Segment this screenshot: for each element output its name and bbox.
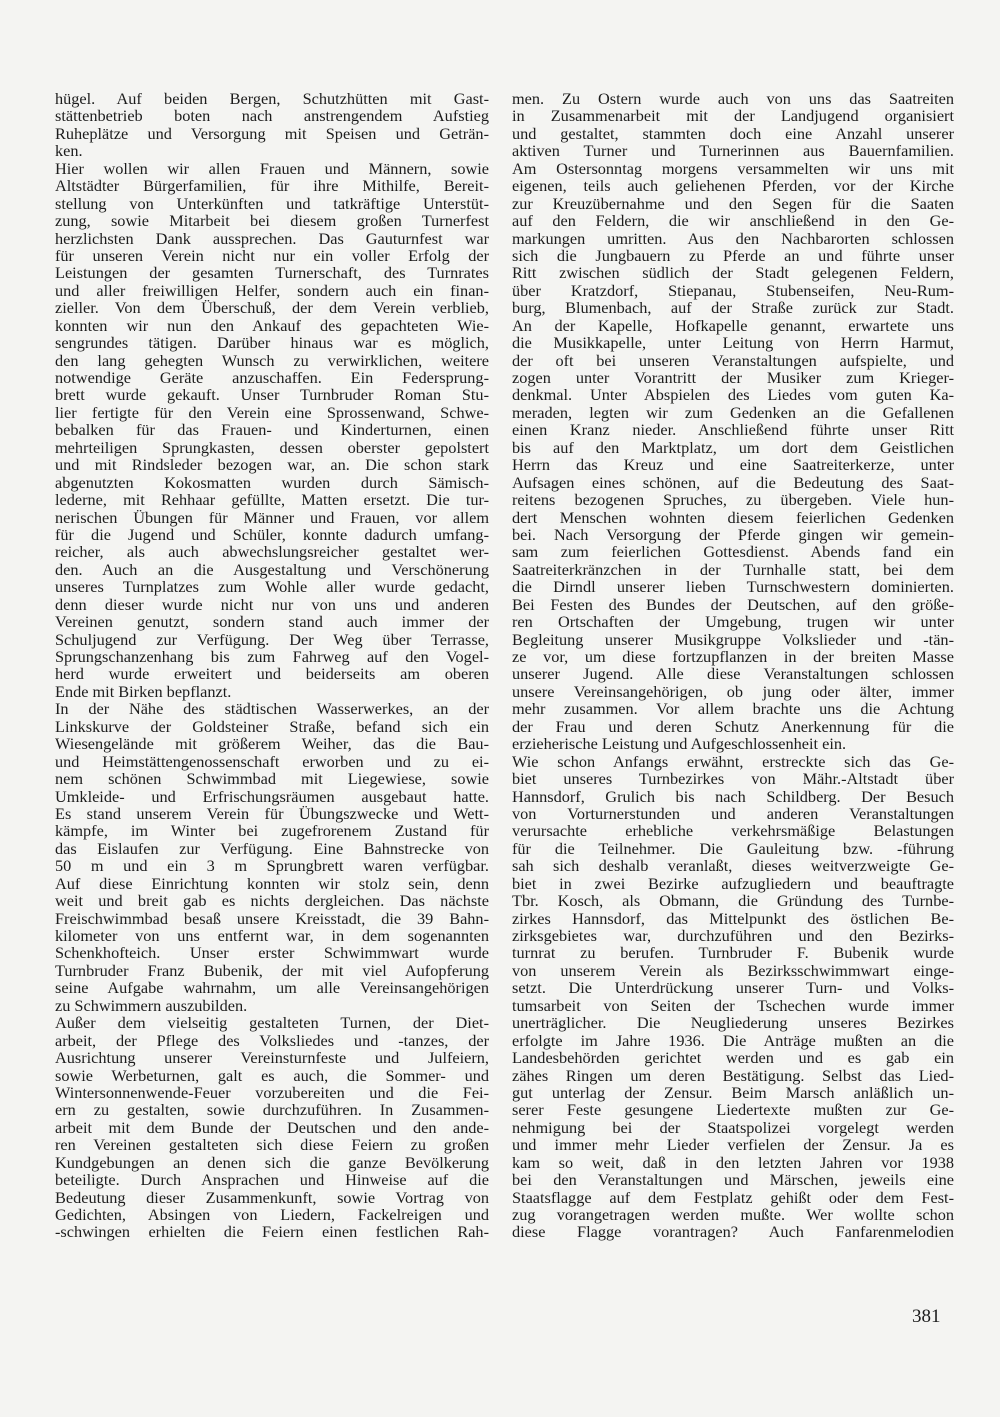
text-line: reicher, als auch abwechslungsreicher gestaltet wer- [55, 542, 489, 562]
text-line: Saatreiterkränzchen in der Turnhalle statt, bei dem [512, 559, 954, 579]
text-line: zähes Ringen um deren Bestätigung. Selbst das Lied- [512, 1065, 954, 1085]
text-line: Bedeutung dieser Zusammenkunft, sowie Vortrag von [55, 1187, 489, 1207]
text-line: stellung von Unterkünften und tatkräftige Unterstüt- [55, 193, 489, 213]
text-line: arbeit mit dem Bunde der Deutschen und den ande- [55, 1117, 489, 1137]
text-line: der Frau und deren Schutz Anerkennung für die [512, 716, 954, 736]
text-line: zieller. Von dem Überschuß, der dem Verein verblieb, [55, 298, 489, 318]
text-line: denkmal. Unter Abspielen des Liedes vom guten Ka- [512, 385, 954, 405]
text-line: Linkskurve der Goldsteiner Straße, befand sich ein [55, 716, 489, 736]
text-line: kam so weit, daß in den letzten Jahren vor 1938 [512, 1152, 954, 1172]
text-line: erfolgte im Jahre 1936. Die Anträge mußten an die [512, 1030, 954, 1050]
text-line: weit und breit gab es nichts dergleichen. Das nächste [55, 891, 489, 911]
text-line: und Heimstättengenossenschaft erworben und zu ei- [55, 751, 489, 771]
text-line: ken. [55, 141, 83, 161]
text-line: unseres Turnplatzes zum Wohle aller wurde gedacht, [55, 577, 489, 597]
text-line: Tbr. Kosch, als Obmann, die Gründung des Turnbe- [512, 891, 954, 911]
text-line: markungen umritten. Aus den Nachbarorten schlossen [512, 228, 954, 248]
text-line: den lang gehegten Wunsch zu verwirklichen, weitere [55, 350, 489, 370]
text-line: biet unseres Turnbezirkes von Mähr.-Altstadt über [512, 769, 954, 789]
text-line: arbeit, der Pflege des Volksliedes und -tanzes, der [55, 1030, 489, 1050]
text-line: von Vorturnerstunden und anderen Veranstaltungen [512, 803, 954, 823]
paragraph [512, 753, 954, 1241]
text-line: Am Ostersonntag morgens versammelten wir uns mit [512, 158, 954, 178]
text-line: bei. Nach Versorgung der Pferde gingen wir gemein- [512, 524, 954, 544]
text-line: Wie schon Anfangs erwähnt, erstreckte sich das Ge- [512, 751, 954, 771]
text-line: nerischen Übungen für Männer und Frauen, vor allem [55, 507, 489, 527]
text-line: burg, Blumenbach, auf der Straße zurück zur Stadt. [512, 298, 954, 318]
text-line: zirksgebietes war, durchzuführen und den Bezirks- [512, 926, 954, 945]
page-number: 381 [912, 1306, 941, 1327]
text-line: den. Auch an die Ausgestaltung und Verschönerung [55, 559, 489, 579]
text-line: unsere Vereinsangehörigen, ob jung oder älter, immer [512, 681, 954, 701]
text-line: zung, sowie Mitarbeit bei diesem großen Turnerfest [55, 211, 489, 231]
text-line: Herrn das Kreuz und eine Saatreiterkerze, unter [512, 455, 954, 475]
paragraph [512, 90, 954, 753]
text-line: tumsarbeit von Seiten der Tschechen wurde immer [512, 995, 954, 1015]
text-line: diese Flagge vorantragen? Auch Fanfarenmelodien [512, 1222, 954, 1242]
text-line: Wintersonnenwende-Feuer vorzubereiten und die Fei- [55, 1082, 489, 1102]
text-line: konnten wir nun den Ankauf des gepachteten Wie- [55, 315, 489, 335]
text-line: Schenkhofteich. Unser erster Schwimmwart wurde [55, 943, 489, 963]
paragraph [55, 160, 489, 701]
text-line: Staatsflagge auf dem Festplatz gehißt oder dem Fest- [512, 1187, 954, 1207]
text-line: die Dirndl unserer lieben Turnschwestern dominierten. [512, 577, 954, 597]
text-line: und mit Rindsleder bezogen war, an. Die schon stark [55, 455, 489, 475]
text-line: von unserem Verein als Bezirksschwimmwart einge- [512, 960, 954, 980]
text-line: bebalken für das Frauen- und Kinderturnen, einen [55, 420, 489, 440]
text-line: Leistungen der gesamten Turnerschaft, des Turnrates [55, 263, 489, 283]
text-line: einen Kranz nieder. Anschließend führte unser Ritt [512, 420, 954, 440]
paragraph [55, 1014, 489, 1241]
text-line: bis auf den Marktplatz, um dort dem Geistlichen [512, 437, 954, 457]
text-line: beteiligte. Durch Ansprachen und Hinweise auf die [55, 1170, 489, 1190]
text-line: erzieherische Leistung und Aufgeschlossenheit ein. [512, 734, 847, 754]
text-line: Kundgebungen an denen sich die ganze Bevölkerung [55, 1152, 489, 1172]
text-line: Ruheplätze und Versorgung mit Speisen und Geträn- [55, 123, 489, 143]
text-line: unerträglicher. Die Neugliederung unseres Bezirkes [512, 1013, 954, 1033]
text-line: mehrteiligen Sprungkasten, dessen oberster gepolstert [55, 437, 489, 457]
text-line: Sprungschanzenhang bis zum Fahrweg auf den Vogel- [55, 647, 489, 666]
text-line: Außer dem vielseitig gestalteten Turnen, der Diet- [55, 1013, 489, 1033]
text-line: zur Kreuzübernahme und den Segen für die Saaten [512, 193, 954, 213]
text-line: Aufsagen eines schönen, auf die Bedeutung des Saat- [512, 472, 954, 492]
text-line: Hannsdorf, Grulich bis nach Schildberg. Der Besuch [512, 786, 954, 806]
text-line: und gestaltet, stammten doch eine Anzahl unserer [512, 123, 954, 143]
text-line: das Eislaufen zur Verfügung. Eine Bahnstrecke von [55, 838, 489, 858]
text-line: und immer mehr Lieder verfielen der Zensur. Ja es [512, 1135, 954, 1155]
text-line: ern zu gestalten, sowie durchzuführen. In Zusammen- [55, 1100, 489, 1120]
text-line: die Musikkapelle, unter Leitung von Herrn Harmut, [512, 333, 954, 353]
text-line: für die Jugend und Schüler, konnte dadurch umfang- [55, 524, 489, 544]
text-line: ze vor, um diese fortzupflanzen in der breiten Masse [512, 647, 954, 666]
text-line: abgenutzten Kokosmatten wurden durch Sämisch- [55, 472, 489, 492]
text-line: lederne, mit Rehhaar gefüllte, Matten ersetzt. Die tur- [55, 490, 489, 510]
text-line: Turnbruder Franz Bubenik, der mit viel Aufopferung [55, 960, 489, 980]
text-line: Wiesengelände mit größerem Weiher, das die Bau- [55, 734, 489, 754]
text-line: Altstädter Bürgerfamilien, für ihre Mithilfe, Bereit- [55, 176, 489, 196]
text-line: notwendige Geräte anzuschaffen. Ein Federsprung- [55, 368, 489, 387]
text-line: turnrat zu berufen. Turnbruder F. Bubenik wurde [512, 943, 954, 963]
text-line: Auf diese Einrichtung konnten wir stolz sein, denn [55, 873, 489, 893]
text-line: eigenen, teils auch geliehenen Pferden, vor der Kirche [512, 176, 954, 196]
text-line: für unseren Verein nicht nur ein voller Erfolg der [55, 245, 489, 265]
paragraph [55, 90, 489, 160]
text-line: nehmigung bei der Staatspolizei vorgelegt werden [512, 1117, 954, 1137]
text-line: Begleitung unserer Musikgruppe Volkslieder und -tän- [512, 629, 954, 649]
text-line: Es stand unserem Verein für Übungszwecke und Wett- [55, 803, 489, 823]
text-line: Gedichten, Absingen von Liedern, Fackelreigen und [55, 1205, 489, 1224]
text-line: ren Ortschaften der Umgebung, trugen wir unter [512, 612, 954, 632]
text-line: der oft bei unseren Veranstaltungen aufspielte, und [512, 350, 954, 370]
text-line: bei den Veranstaltungen und Märschen, jeweils eine [512, 1170, 954, 1190]
text-line: 50 m und ein 3 m Sprungbrett waren verfügbar. [55, 856, 489, 876]
text-line: seine Aufgabe wahrnahm, um alle Vereinsangehörigen [55, 978, 489, 998]
text-line: sowie Werbeturnen, galt es auch, die Sommer- und [55, 1065, 489, 1085]
text-line: sam zum feierlichen Gottesdienst. Abends fand ein [512, 542, 954, 562]
text-line: in Zusammenarbeit mit der Landjugend organisiert [512, 106, 954, 126]
text-line: aktiven Turner und Turnerinnen aus Bauernfamilien. [512, 141, 954, 161]
text-line: men. Zu Ostern wurde auch von uns das Saatreiten [512, 89, 954, 108]
text-line: An der Kapelle, Hofkapelle genannt, erwartete uns [512, 315, 954, 335]
text-line: mehr zusammen. Vor allem brachte uns die Achtung [512, 699, 954, 719]
text-line: biet in zwei Bezirke aufzugliedern und beauftragte [512, 873, 954, 893]
text-line: und aller freiwilligen Helfer, sondern auch ein finan- [55, 280, 489, 300]
text-line: setzt. Die Unterdrückung unserer Turn- und Volks- [512, 978, 954, 998]
text-line: Umkleide- und Erfrischungsräumen ausgebaut hatte. [55, 786, 489, 806]
text-column-right [512, 90, 954, 1241]
text-line: zug vorangetragen werden mußte. Wer wollte schon [512, 1205, 954, 1224]
text-line: kämpfe, im Winter bei zugefrorenem Zustand für [55, 821, 489, 841]
text-line: serer Feste gesungene Liedertexte mußten zur Ge- [512, 1100, 954, 1120]
text-line: dert Menschen wohnten diesem feierlichen Gedenken [512, 507, 954, 527]
text-line: sengrundes tätigen. Darüber hinaus war es möglich, [55, 333, 489, 353]
text-line: nem schönen Schwimmbad mit Liegewiese, sowie [55, 769, 489, 789]
text-line: denn dieser wurde nicht nur von uns und anderen [55, 594, 489, 614]
text-line: für die Teilnehmer. Die Gauleitung bzw. -führung [512, 838, 954, 858]
text-line: Ausrichtung unserer Vereinsturnfeste und Julfeiern, [55, 1048, 489, 1068]
text-line: brett wurde gekauft. Unser Turnbruder Roman Stu- [55, 385, 489, 405]
text-line: über Kratzdorf, Stiepanau, Stubenseifen, Neu-Rum- [512, 280, 954, 300]
text-line: Ende mit Birken bepflanzt. [55, 681, 232, 701]
paragraph [55, 700, 489, 1014]
text-line: ren Vereinen gestalteten sich diese Feiern zu großen [55, 1135, 489, 1155]
text-line: zu Schwimmern auszubilden. [55, 995, 248, 1015]
text-line: zirkes Hannsdorf, das Mittelpunkt des östlichen Be- [512, 908, 954, 928]
text-line: unserer Jugend. Alle diese Veranstaltungen schlossen [512, 664, 954, 684]
text-line: reitens bezogenen Spruches, zu übergeben. Viele hun- [512, 490, 954, 510]
text-line: kilometer von uns entfernt war, in dem sogenannten [55, 926, 489, 945]
text-line: herd wurde erweitert und beiderseits am oberen [55, 664, 489, 684]
text-line: herzlichsten Dank aussprechen. Das Gauturnfest war [55, 228, 489, 248]
text-line: sah sich deshalb veranlaßt, dieses weitverzweigte Ge- [512, 856, 954, 876]
text-line: Freischwimmbad besaß unsere Kreisstadt, die 39 Bahn- [55, 908, 489, 928]
text-line: meraden, legten wir zum Gedenken an die Gefallenen [512, 402, 954, 422]
text-line: Ritt zwischen südlich der Stadt gelegenen Feldern, [512, 263, 954, 283]
text-line: stättenbetrieb boten nach anstrengendem Aufstieg [55, 106, 489, 126]
text-line: sich die Jungbauern zu Pferde an und führte unser [512, 245, 954, 265]
text-line: Landesbehörden gerichtet werden und es gab ein [512, 1048, 954, 1068]
text-line: hügel. Auf beiden Bergen, Schutzhütten mit Gast- [55, 89, 489, 108]
text-line: In der Nähe des städtischen Wasserwerkes, an der [55, 699, 489, 719]
text-line: Bei Festen des Bundes der Deutschen, auf den größe- [512, 594, 954, 614]
text-line: verursachte erhebliche verkehrsmäßige Belastungen [512, 821, 954, 841]
text-line: Schuljugend zur Verfügung. Der Weg über Terrasse, [55, 629, 489, 649]
text-column-left [55, 90, 489, 1241]
text-line: Hier wollen wir allen Frauen und Männern, sowie [55, 158, 489, 178]
text-line: zogen unter Vorantritt der Musiker zum Krieger- [512, 368, 954, 387]
text-line: gut unterlag der Zensur. Beim Marsch anläßlich un- [512, 1082, 954, 1102]
text-line: Vereinen genutzt, sondern stand auch immer der [55, 612, 489, 632]
text-line: lier fertigte für den Verein eine Sprossenwand, Schwe- [55, 402, 489, 422]
text-line: -schwingen erhielten die Feiern einen festlichen Rah- [55, 1222, 489, 1242]
text-line: auf den Feldern, die wir anschließend in den Ge- [512, 211, 954, 231]
